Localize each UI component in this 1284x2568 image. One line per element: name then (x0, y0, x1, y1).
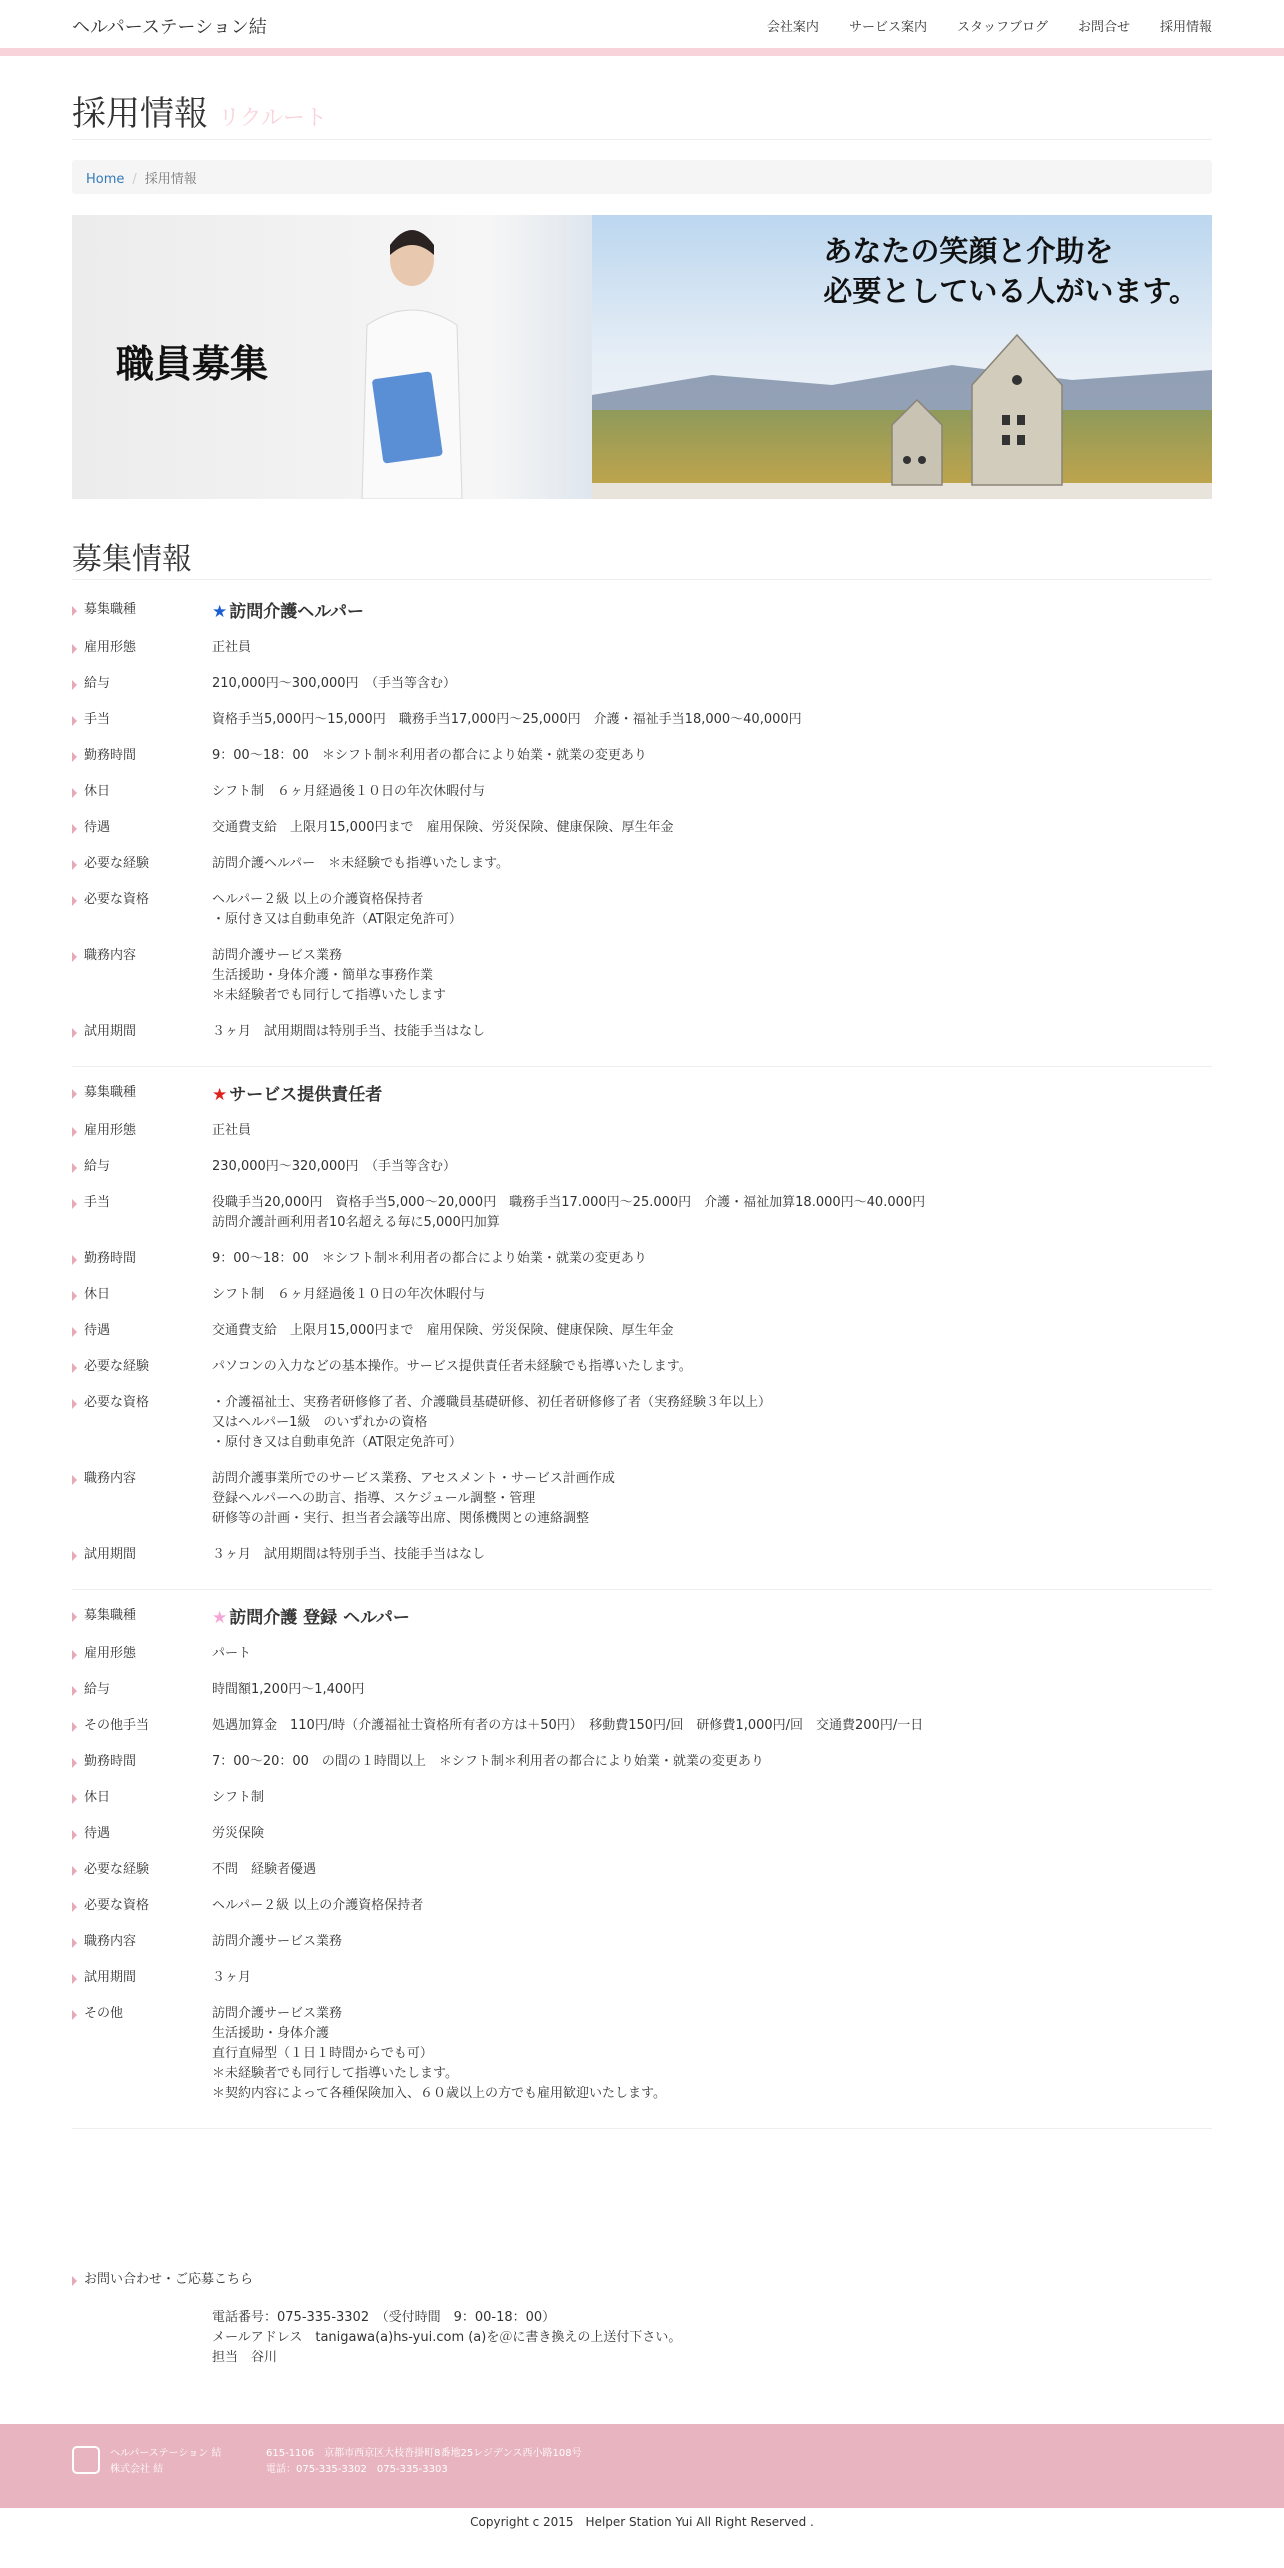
job-row-label: 職務内容 (72, 1469, 212, 1489)
job-row-label: 雇用形態 (72, 638, 212, 658)
job-row (72, 1680, 1212, 1700)
footer-address (266, 2446, 582, 2478)
job-row-value: 7：00～20：00 の間の１時間以上 ＊シフト制＊利用者の都合により始業・就業の変更あり (212, 1754, 764, 1769)
site-brand[interactable]: ヘルパーステーション結 (72, 17, 267, 38)
job-row-value: ３ヶ月 (212, 1970, 252, 1985)
contact-label: お問い合わせ・ご応募こちら (72, 2270, 1212, 2290)
job-row-value: シフト制 ６ヶ月経過後１０日の年次休暇付与 (212, 784, 486, 799)
job-row (72, 1357, 1212, 1377)
job-row-label: 必要な資格 (72, 890, 212, 910)
job-row-value: シフト制 (212, 1790, 265, 1805)
job-row (72, 600, 1212, 624)
job-row-value: 労災保険 (212, 1826, 265, 1841)
job-row-label: 給与 (72, 674, 212, 694)
job-row (72, 1285, 1212, 1305)
job-row (72, 1469, 1212, 1529)
job-listing (72, 1083, 1212, 1590)
footer-name-line2: 株式会社 結 (110, 2464, 164, 2475)
job-listing (72, 1606, 1212, 2129)
job-row-label: その他手当 (72, 1716, 212, 1736)
page-title (72, 86, 1212, 135)
job-row-label: 募集職種 (72, 1606, 212, 1626)
job-row (72, 1393, 1212, 1453)
footer-addr-line1: 615-1106 京都市西京区大枝沓掛町8番地25レジデンス西小路108号 (266, 2448, 582, 2459)
job-row-value: 役職手当20,000円 資格手当5,000～20,000円 職務手当17.000円～25.000円 介護・福祉加算18.000円～40.000円 訪問介護計画利用者10名超える毎に5,000円加算 (212, 1195, 926, 1230)
job-row-label: 雇用形態 (72, 1121, 212, 1141)
nav-staff-blog[interactable]: スタッフブログ (956, 20, 1048, 35)
job-row-value: 230,000円～320,000円 （手当等含む） (212, 1159, 457, 1174)
job-row (72, 1193, 1212, 1233)
job-row-label: 休日 (72, 782, 212, 802)
breadcrumb-home[interactable]: Home (86, 172, 125, 187)
job-row-value: ヘルパー２級 以上の介護資格保持者 (212, 1898, 424, 1913)
job-row (72, 1606, 1212, 1630)
hero-banner (72, 215, 1212, 499)
job-row-value: ３ヶ月 試用期間は特別手当、技能手当はなし (212, 1547, 486, 1562)
page-subtitle: リクルート (218, 106, 327, 131)
footer-company (110, 2446, 221, 2478)
job-row-value: 訪問介護サービス業務 (212, 1934, 343, 1949)
job-row (72, 1824, 1212, 1844)
job-row (72, 710, 1212, 730)
job-row (72, 1022, 1212, 1042)
job-row-value: 210,000円～300,000円 （手当等含む） (212, 676, 457, 691)
job-row-label: 試用期間 (72, 1545, 212, 1565)
job-row (72, 746, 1212, 766)
hero-right-text (823, 231, 1198, 311)
job-row-label: 試用期間 (72, 1968, 212, 1988)
job-row-value: 訪問介護事業所でのサービス業務、アセスメント・サービス計画作成 登録ヘルパーへの助言、指導、スケジュール調整・管理 研修等の計画・実行、担当者会議等出席、関係機関との連絡調整 (212, 1471, 615, 1526)
job-row (72, 2004, 1212, 2104)
job-row-label: 手当 (72, 1193, 212, 1213)
footer (0, 2424, 1284, 2508)
job-row-label: 募集職種 (72, 600, 212, 620)
star-icon: ★ (212, 602, 228, 622)
footer-addr-line2: 電話：075-335-3302 075-335-3303 (266, 2464, 448, 2475)
job-row-label: 給与 (72, 1157, 212, 1177)
job-row (72, 1932, 1212, 1952)
job-row (72, 1157, 1212, 1177)
footer-logo-icon (72, 2446, 100, 2474)
job-title-text: 訪問介護 登録 ヘルパー (229, 1608, 410, 1628)
job-row (72, 638, 1212, 658)
job-row (72, 818, 1212, 838)
job-row-value: ・介護福祉士、実務者研修修了者、介護職員基礎研修、初任者研修修了者（実務経験３年以上） 又はヘルパー1級 のいずれかの資格 ・原付き又は自動車免許（AT限定免許可） (212, 1395, 772, 1450)
job-row (72, 1121, 1212, 1141)
job-row (72, 1860, 1212, 1880)
hero-right-line1: あなたの笑顔と介助を (823, 234, 1114, 268)
job-row-value: 9：00～18：00 ＊シフト制＊利用者の都合により始業・就業の変更あり (212, 1251, 647, 1266)
job-row (72, 1321, 1212, 1341)
job-row (72, 1083, 1212, 1107)
job-row-label: 勤務時間 (72, 1752, 212, 1772)
nav-contact[interactable]: お問合せ (1077, 20, 1130, 35)
job-row-label: 職務内容 (72, 946, 212, 966)
job-row-label: 勤務時間 (72, 1249, 212, 1269)
nav-recruit[interactable]: 採用情報 (1159, 20, 1212, 35)
job-row-label: 試用期間 (72, 1022, 212, 1042)
breadcrumb-current: 採用情報 (144, 172, 197, 187)
job-row-value: 交通費支給 上限月15,000円まで 雇用保険、労災保険、健康保険、厚生年金 (212, 1323, 674, 1338)
job-row-value: 処遇加算金 110円/時（介護福祉士資格所有者の方は＋50円） 移動費150円/回 研修費1,000円/回 交通費200円/一日 (212, 1718, 924, 1733)
job-row-label: 募集職種 (72, 1083, 212, 1103)
job-title (212, 1083, 1212, 1107)
contact-body: 電話番号：075-335-3302 （受付時間 9：00-18：00） メールアドレス tanigawa(a)hs-yui.com (a)を＠に書き換えの上送付下さい。 担当 谷川 (212, 2310, 682, 2365)
job-row (72, 1644, 1212, 1664)
star-icon: ★ (212, 1085, 228, 1105)
footer-name-line1: ヘルパーステーション 結 (110, 2448, 222, 2459)
job-row (72, 854, 1212, 874)
job-listings (72, 600, 1212, 2145)
job-row-value: 9：00～18：00 ＊シフト制＊利用者の都合により始業・就業の変更あり (212, 748, 647, 763)
job-title-text: 訪問介護ヘルパー (229, 602, 365, 622)
job-row (72, 890, 1212, 930)
job-row-value: 訪問介護サービス業務 生活援助・身体介護 直行直帰型（１日１時間からでも可） ＊未経験者でも同行して指導いたします。 ＊契約内容によって各種保険加入、６０歳以上の方でも雇用歓迎いたします。 (212, 2006, 666, 2101)
job-row (72, 1716, 1212, 1736)
job-row-label: 給与 (72, 1680, 212, 1700)
job-row-label: 必要な経験 (72, 1357, 212, 1377)
hero-right-line2: 必要としている人がいます。 (823, 274, 1198, 308)
job-row-value: 資格手当5,000円～15,000円 職務手当17,000円～25,000円 介護・福祉手当18,000～40,000円 (212, 712, 802, 727)
job-row-label: 待遇 (72, 1824, 212, 1844)
job-row-label: 必要な経験 (72, 854, 212, 874)
job-row-label: 手当 (72, 710, 212, 730)
job-row-value: 時間額1,200円～1,400円 (212, 1682, 365, 1697)
job-row (72, 782, 1212, 802)
job-row-value: ヘルパー２級 以上の介護資格保持者 ・原付き又は自動車免許（AT限定免許可） (212, 892, 462, 927)
job-row (72, 1968, 1212, 1988)
job-row-value: 訪問介護ヘルパー ＊未経験でも指導いたします。 (212, 856, 510, 871)
job-row-value: 正社員 (212, 1123, 252, 1138)
job-row-label: 待遇 (72, 818, 212, 838)
job-row-value: 訪問介護サービス業務 生活援助・身体介護・簡単な事務作業 ＊未経験者でも同行して指導いたします (212, 948, 447, 1003)
job-row-label: 必要な資格 (72, 1896, 212, 1916)
page-header (72, 86, 1212, 140)
job-row-label: その他 (72, 2004, 212, 2024)
job-row (72, 1788, 1212, 1808)
job-row-value: 不問 経験者優遇 (212, 1862, 317, 1877)
breadcrumb-separator: / (132, 172, 137, 187)
job-row-label: 休日 (72, 1285, 212, 1305)
nav-company[interactable]: 会社案内 (766, 20, 819, 35)
job-row (72, 946, 1212, 1006)
top-navbar (0, 0, 1284, 56)
job-row-value: パート (212, 1646, 252, 1661)
star-icon: ★ (212, 1608, 228, 1628)
job-row-value: シフト制 ６ヶ月経過後１０日の年次休暇付与 (212, 1287, 486, 1302)
page-title-text: 採用情報 (72, 94, 208, 134)
contact-section (72, 2270, 1212, 2368)
job-row-value: 正社員 (212, 640, 252, 655)
job-row (72, 1545, 1212, 1565)
job-row (72, 674, 1212, 694)
job-row-label: 待遇 (72, 1321, 212, 1341)
main-nav (767, 16, 1212, 35)
job-title (212, 1606, 1212, 1630)
job-row-label: 必要な資格 (72, 1393, 212, 1413)
job-row-label: 職務内容 (72, 1932, 212, 1952)
job-row-label: 勤務時間 (72, 746, 212, 766)
job-row-value: パソコンの入力などの基本操作。サービス提供責任者未経験でも指導いたします。 (212, 1359, 692, 1374)
job-row (72, 1249, 1212, 1269)
job-row-label: 必要な経験 (72, 1860, 212, 1880)
section-title: 募集情報 (72, 534, 1212, 580)
job-title (212, 600, 1212, 624)
breadcrumb (72, 160, 1212, 194)
job-row-label: 休日 (72, 1788, 212, 1808)
job-row (72, 1752, 1212, 1772)
job-row-value: 交通費支給 上限月15,000円まで 雇用保険、労災保険、健康保険、厚生年金 (212, 820, 674, 835)
copyright: Copyright c 2015 Helper Station Yui All Right Reserved . (470, 2515, 814, 2529)
nav-services[interactable]: サービス案内 (848, 20, 927, 35)
hero-left-text: 職員募集 (116, 342, 269, 386)
job-row-label: 雇用形態 (72, 1644, 212, 1664)
job-listing (72, 600, 1212, 1067)
job-title-text: サービス提供責任者 (229, 1085, 383, 1105)
job-row-value: ３ヶ月 試用期間は特別手当、技能手当はなし (212, 1024, 486, 1039)
job-row (72, 1896, 1212, 1916)
